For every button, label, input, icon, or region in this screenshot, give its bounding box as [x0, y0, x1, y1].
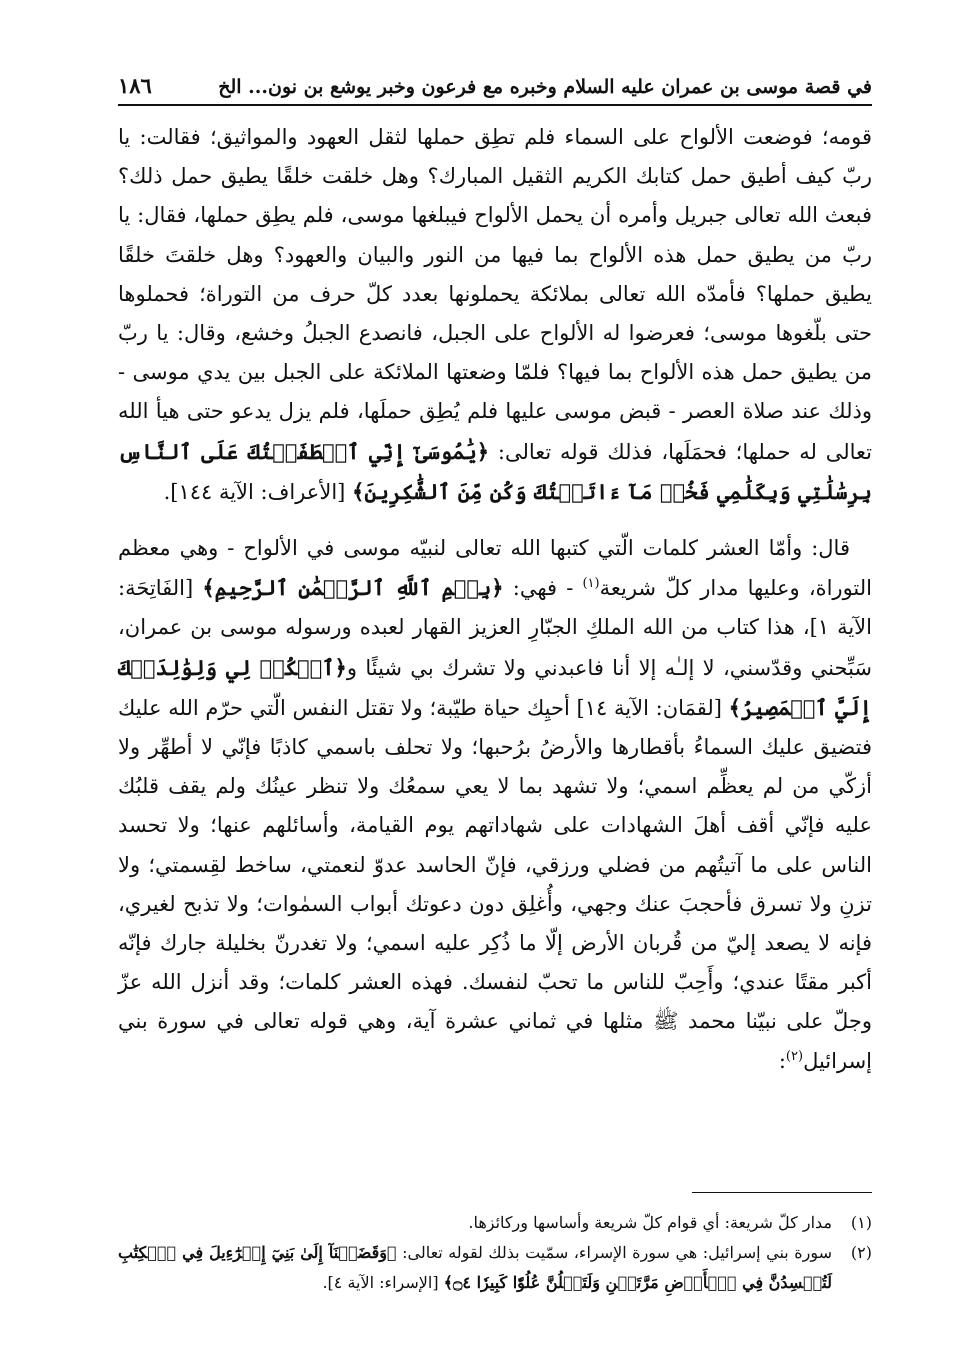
paragraph-1 [118, 118, 872, 512]
paragraph-2-text-a: قال: وأمّا العشر كلمات الّتي كتبها الله تعالى لنبيّه موسى في الألواح - وهي معظم التوراة، وعليها مدار كلّ شريعة [118, 536, 872, 601]
paragraph-2-text-c: [الفَاتِحَة: الآية ١]، هذا كتاب من الله الملكِ الجبّارِ العزيز القهار لعبده ورسوله موسى بن عمران، سَبِّحني وقدّسني، لا إلـٰه إلا أنا فاعبدني ولا تشرك بي شيئًا و [118, 576, 873, 680]
paragraph-2-text-d: [لقمَان: الآية ١٤] أحيِك حياة طيّبة؛ ولا تقتل النفس الّتي حرّم الله عليك فتضيق عليك السماءُ بأقطارها والأرضُ برُحبها؛ ولا تحلف باسمي كاذبًا فإنّي لا أطهِّر ولا أزكّي من لم يعظِّم اسمي؛ ولا تشهد بما لا يعي سمعُك ولا تنظر عينُك ولم يقف قلبُك عليه فإنّي أقف أهلَ الشهادات على شهاداتهم يوم القيامة، وأسائلهم عنها؛ ولا تحسد الناس على ما آتيتُهم من فضلي ورزقي، فإنّ الحاسد عدوّ لنعمتي، ساخط لقِسمتي؛ ولا تزنِ ولا تسرق فأحجبَ عنك وجهي، وأُغلِق دون دعوتك أبواب السمٰوات؛ ولا تذبح لغيري، فإنه لا يصعد إليّ من قُربان الأرض إلّا ما ذُكِر عليه اسمي؛ ولا تغدرنّ بخليلة جارك فإنّه أكبر مقتًا عندي؛ وأَحِبّ للناس ما تحبّ لنفسك. فهذه العشر كلمات؛ وقد أنزل الله عزّ وجلّ على نبيّنا محمد ﷺ مثلها في ثماني عشرة آية، وهي قوله تعالى في سورة بني إسرائيل [118, 695, 872, 1073]
basmala-verse: ﴿بِسۡمِ ٱللَّهِ ٱلرَّحۡمَٰنِ ٱلرَّحِيمِ﴾ [202, 575, 504, 601]
footnote-divider [692, 1192, 872, 1193]
footnote-1-number: (١) [850, 1213, 872, 1232]
page-number: ١٨٦ [118, 73, 152, 98]
footnote-2-reference: [الإسراء: الآية ٤]. [322, 1273, 439, 1292]
footnote-marker-1: (١) [582, 576, 600, 592]
running-title: في قصة موسى بن عمران عليه السلام وخبره مع فرعون وخبر يوشع بن نون... الخ [218, 76, 872, 98]
paragraph-1-text: قومه؛ فوضعت الألواح على السماء فلم تطِق حملها لثقل العهود والمواثيق؛ فقالت: يا ربّ كيف أطيق حمل كتابك الكريم الثقيل المبارك؟ وهل خلقت خلقًا يطيق حمل ذلك؟ فبعث الله تعالى جبريل وأمره أن يحمل الألواح فيبلغها موسى، فلم يطِق حملها، فقال: يا ربّ من يطيق حمل هذه الألواح بما فيها من النور والبيان والعهود؟ وهل خلقتَ خلقًا يطيق حملها؟ فأمدّه الله تعالى بملائكة يحملونها بعدد كلّ حرف من التوراة؛ فحملوها حتى بلّغوها موسى؛ فعرضوا له الألواح على الجبل، فانصدع الجبلُ وخشع، وقال: يا ربّ من يطيق حمل هذه الألواح بما فيها؟ فلمّا وضعتها الملائكة على الجبل بين يدي موسى - وذلك عند صلاة العصر - قبض موسى عليها فلم يُطِق حملَها، فلم يزل يدعو حتى هيأ الله تعالى له حملها؛ فحمَلَها، فذلك قوله تعالى: [118, 125, 872, 464]
main-text [118, 118, 872, 1081]
footnote-2 [118, 1238, 872, 1298]
paragraph-2 [118, 529, 872, 1081]
footnotes [118, 1208, 872, 1298]
quran-verse-luqman-14: ﴿ٱشۡكُرۡ لِي وَلِوَٰلِدَيۡكَ إِلَيَّ ٱلۡمَصِيرُ﴾ [118, 654, 872, 720]
paragraph-2-text-e: : [778, 1048, 786, 1073]
verse-reference: [الأعراف: الآية ١٤٤]. [163, 479, 346, 504]
footnote-2-body [118, 1238, 832, 1298]
paragraph-2-text-b: - فهي: [512, 576, 583, 601]
footnote-1 [118, 1208, 872, 1238]
quran-verse-araf-144: ﴿يَٰمُوسَىٰٓ إِنِّي ٱصۡطَفَيۡتُكَ عَلَى ٱلنَّاسِ بِرِسَٰلَٰتِي وَبِكَلَٰمِي فَخُذۡ مَآ ءَاتَيۡتُكَ وَكُن مِّنَ ٱلشَّٰكِرِينَ﴾ [118, 438, 872, 504]
footnote-1-text: مدار كلّ شريعة: أي قوام كلّ شريعة وأساسها وركائزها. [468, 1213, 832, 1232]
footnote-2-text: سورة بني إسرائيل: هي سورة الإسراء، سمّيت بذلك لقوله تعالى: [402, 1243, 832, 1262]
quran-verse-isra-4: ﴿وَقَضَيۡنَآ إِلَىٰ بَنِيٓ إِسۡرَٰٓءِيلَ فِي ٱلۡكِتَٰبِ لَتُفۡسِدُنَّ فِي ٱلۡأَرۡضِ مَرَّتَيۡنِ وَلَتَعۡلُنَّ عُلُوّٗا كَبِيرٗا ۝٤﴾ [118, 1243, 832, 1292]
footnote-2-number: (٢) [850, 1243, 872, 1262]
running-header [118, 62, 872, 106]
footnote-marker-2: (٢) [785, 1048, 804, 1064]
